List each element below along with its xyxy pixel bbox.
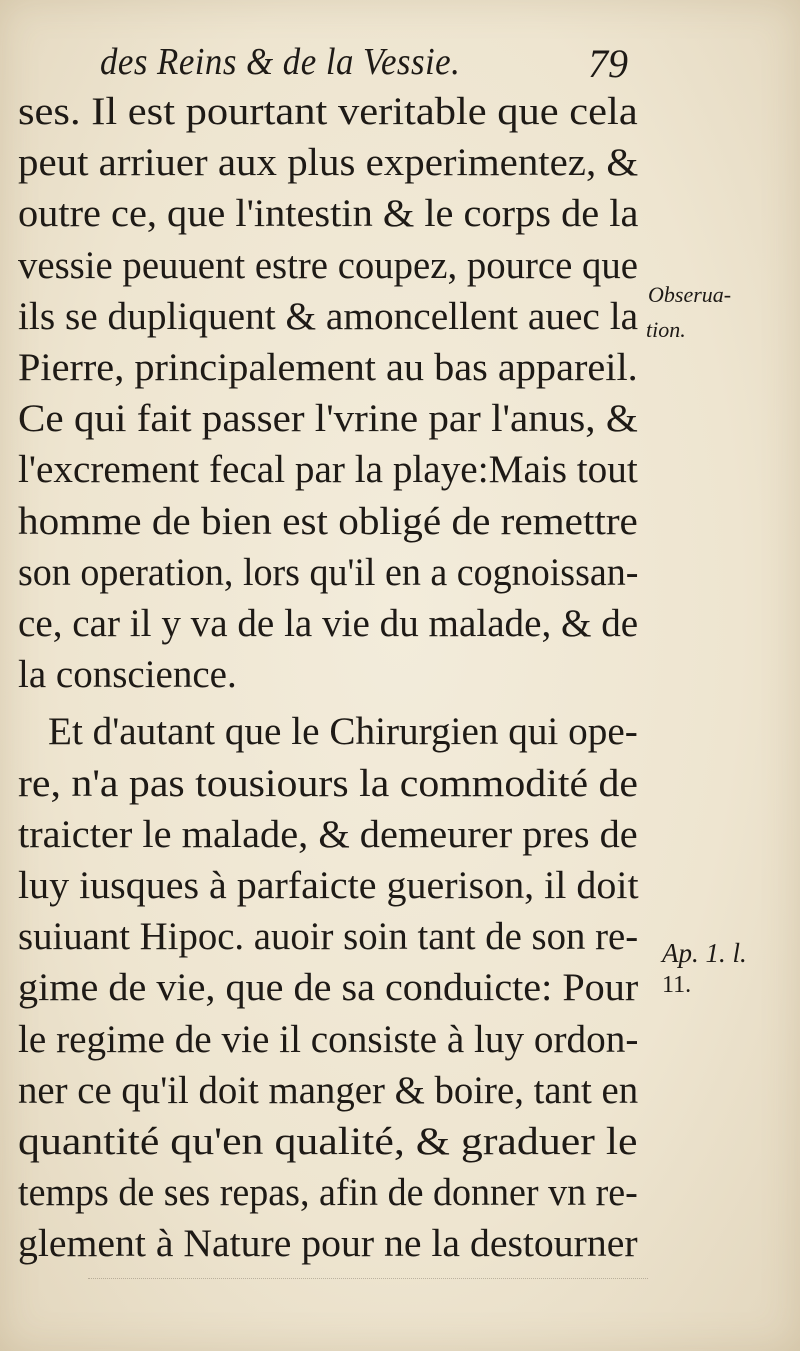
text-line: Ce qui fait passer l'vrine par l'anus, & — [18, 397, 638, 441]
text-line: peut arriuer aux plus experimentez, & — [18, 141, 639, 185]
text-line: luy iusques à parfaicte guerison, il doit — [18, 864, 639, 907]
text-line: gime de vie, que de sa conduicte: Pour — [18, 966, 639, 1010]
text-line: son operation, lors qu'il en a cognoissan- — [18, 550, 639, 594]
marginal-note-aphorism: Ap. 1. l. — [662, 938, 747, 968]
text-line: l'excrement fecal par la playe:Mais tout — [18, 448, 638, 492]
running-head: des Reins & de la Vessie. — [100, 41, 461, 83]
bottom-rule — [88, 1278, 648, 1279]
text-line: Et d'autant que le Chirurgien qui ope- — [48, 710, 638, 754]
text-line: suiuant Hipoc. auoir soin tant de son re- — [18, 915, 639, 959]
marginal-note-aphorism-cont: 11. — [662, 972, 692, 998]
text-line: re, n'a pas tousiours la commodité de — [18, 761, 638, 805]
text-line: quantité qu'en qualité, & graduer le — [18, 1120, 638, 1163]
text-line: ses. Il est pourtant veritable que cela — [18, 90, 638, 133]
text-line: ils se dupliquent & amoncellent auec la — [18, 294, 639, 338]
text-line: ner ce qu'il doit manger & boire, tant en — [18, 1068, 639, 1112]
text-line: la conscience. — [18, 653, 237, 697]
text-line: glement à Nature pour ne la destourner — [18, 1222, 638, 1266]
text-line: outre ce, que l'intestin & le corps de la — [18, 192, 639, 236]
text-line: le regime de vie il consiste à luy ordon- — [18, 1017, 639, 1061]
text-line: vessie peuuent estre coupez, pource que — [18, 243, 638, 287]
marginal-note-observation-cont: tion. — [646, 317, 686, 342]
text-line: ce, car il y va de la vie du malade, & de — [18, 602, 639, 645]
page-number: 79 — [588, 41, 628, 86]
text-line: temps de ses repas, afin de donner vn re- — [18, 1171, 638, 1215]
text-line: homme de bien est obligé de remettre — [18, 499, 638, 543]
text-line: traicter le malade, & demeurer pres de — [18, 812, 638, 856]
marginal-note-observation: Obserua- — [648, 282, 732, 307]
text-line: Pierre, principalement au bas appareil. — [18, 346, 638, 389]
